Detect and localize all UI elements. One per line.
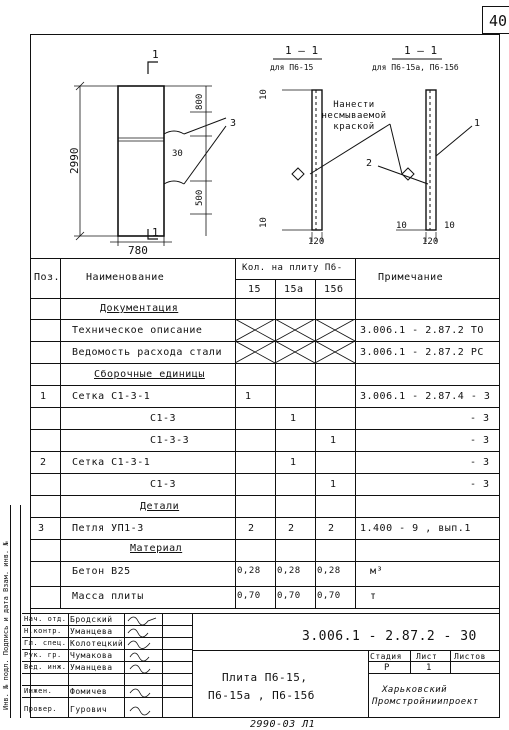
section2-profile [426, 90, 436, 230]
r3-q3: 1 [330, 435, 337, 446]
dim-30: 30 [172, 149, 183, 159]
r8-q3: 0,70 [317, 591, 341, 601]
page-number: 40 [482, 6, 509, 34]
header-note: Примечание [378, 272, 444, 283]
r7-q2: 0,28 [277, 566, 301, 576]
r7-name: Бетон В25 [72, 566, 131, 577]
r5-q3: 1 [330, 479, 337, 490]
r2-name: С1-3 [150, 413, 177, 424]
doc1-note: 3.006.1 - 2.87.2 ТО [360, 325, 484, 336]
header-q2: 15а [284, 284, 304, 295]
r6-q2: 2 [288, 523, 295, 534]
side-strip-text: Инв. № подл. Подпись и дата Взам. инв. № [2, 541, 10, 710]
stage-value: Р [384, 663, 390, 673]
name-3: Чумакова [70, 651, 113, 660]
r1-pos: 1 [40, 391, 47, 402]
name-6: Фомичев [70, 687, 108, 696]
r4-pos: 2 [40, 457, 47, 468]
callout-1: 1 [474, 118, 481, 129]
section-mark-top: 1 [152, 48, 159, 61]
spec-table [30, 258, 500, 588]
dim-800: 800 [195, 93, 205, 110]
org-line2: Промстройниипроект [372, 697, 479, 707]
slab-outline [118, 86, 164, 236]
dim-500: 500 [195, 189, 205, 206]
section-docs: Документация [100, 303, 179, 314]
r8-note: т [370, 591, 377, 602]
section2-dim-left: 10 [396, 221, 407, 231]
r6-name: Петля УП1-3 [72, 523, 144, 534]
doc2-name: Ведомость расхода стали [72, 347, 222, 358]
r1-q1: 1 [245, 391, 252, 402]
section1-subtitle: для П6-15 [270, 63, 314, 72]
r7-q1: 0,28 [237, 566, 261, 576]
name-1: Уманцева [70, 627, 113, 636]
r8-q2: 0,70 [277, 591, 301, 601]
section1-title: 1 — 1 [285, 44, 319, 57]
role-7: Провер. [24, 705, 58, 713]
r6-q1: 2 [248, 523, 255, 534]
r8-q1: 0,70 [237, 591, 261, 601]
header-q1: 15 [248, 284, 262, 295]
section2-dim-right: 10 [444, 221, 455, 231]
r4-name: Сетка С1-3-1 [72, 457, 151, 468]
dim-height: 2990 [68, 147, 81, 174]
r4-q2: 1 [290, 457, 297, 468]
r1-name: Сетка С1-3-1 [72, 391, 151, 402]
r3-name: С1-3-3 [150, 435, 190, 446]
footer-code: 2990-03 Л1 [250, 719, 316, 730]
role-2: Гл. спец. [24, 639, 67, 647]
title-line2: П6-15а , П6-15б [208, 689, 315, 702]
r3-note: - 3 [470, 435, 490, 446]
sheet-label: Лист [416, 652, 438, 661]
role-1: Н.контр. [24, 627, 62, 635]
crossed-cells [235, 319, 355, 363]
header-name: Наименование [86, 272, 165, 283]
r6-q3: 2 [328, 523, 335, 534]
r6-pos: 3 [38, 523, 45, 534]
paint-note: Нанести несмываемой краской [321, 100, 387, 132]
doc2-note: 3.006.1 - 2.87.2 РС [360, 347, 484, 358]
section-parts: Детали [140, 501, 180, 512]
org-line1: Харьковский [382, 685, 448, 695]
section2-title: 1 — 1 [404, 44, 438, 57]
name-0: Бродский [70, 615, 113, 624]
doc1-name: Техническое описание [72, 325, 203, 336]
r6-note: 1.400 - 9 , вып.1 [360, 523, 471, 534]
r7-q3: 0,28 [317, 566, 341, 576]
loop-callout: 3 [230, 118, 237, 129]
sheet-value: 1 [426, 663, 432, 673]
name-4: Уманцева [70, 663, 113, 672]
section-mark-bottom: 1 [152, 226, 159, 239]
r5-note: - 3 [470, 479, 490, 490]
r1-note: 3.006.1 - 2.87.4 - 3 [360, 391, 491, 402]
header-pos: Поз. [34, 272, 61, 283]
r7-note: м³ [370, 566, 384, 577]
section-units: Сборочные единицы [94, 369, 205, 380]
section1-dim-width: 120 [308, 237, 325, 247]
callout-2: 2 [366, 158, 373, 169]
drawing-area [30, 34, 500, 254]
role-4: Вед. инж. [24, 663, 67, 671]
r2-note: - 3 [470, 413, 490, 424]
r8-name: Масса плиты [72, 591, 144, 602]
mass-row [30, 586, 500, 608]
header-qty: Кол. на плиту П6- [242, 263, 343, 273]
role-3: Рук. гр. [24, 651, 62, 659]
role-0: Нач. отд. [24, 615, 67, 623]
r2-q2: 1 [290, 413, 297, 424]
section-materials: Материал [130, 543, 183, 554]
sheets-label: Листов [454, 652, 486, 661]
r5-name: С1-3 [150, 479, 177, 490]
stage-label: Стадия [370, 652, 402, 661]
doc-code: 3.006.1 - 2.87.2 - 30 [302, 629, 477, 644]
section1-dim-bottom: 10 [259, 217, 269, 228]
signatures [126, 613, 162, 718]
name-2: Колотецкий [70, 639, 124, 648]
role-6: Инжен. [24, 687, 53, 695]
header-q3: 15б [324, 284, 344, 295]
title-block [22, 613, 500, 718]
section1-dim-top: 10 [259, 89, 269, 100]
section-marker [148, 62, 158, 239]
dim-width: 780 [128, 244, 148, 254]
r4-note: - 3 [470, 457, 490, 468]
section2-dim-width: 120 [422, 237, 439, 247]
title-line1: Плита П6-15, [222, 671, 308, 684]
name-7: Гурович [70, 705, 108, 714]
section2-subtitle: для П6-15а, П6-15б [372, 63, 459, 72]
